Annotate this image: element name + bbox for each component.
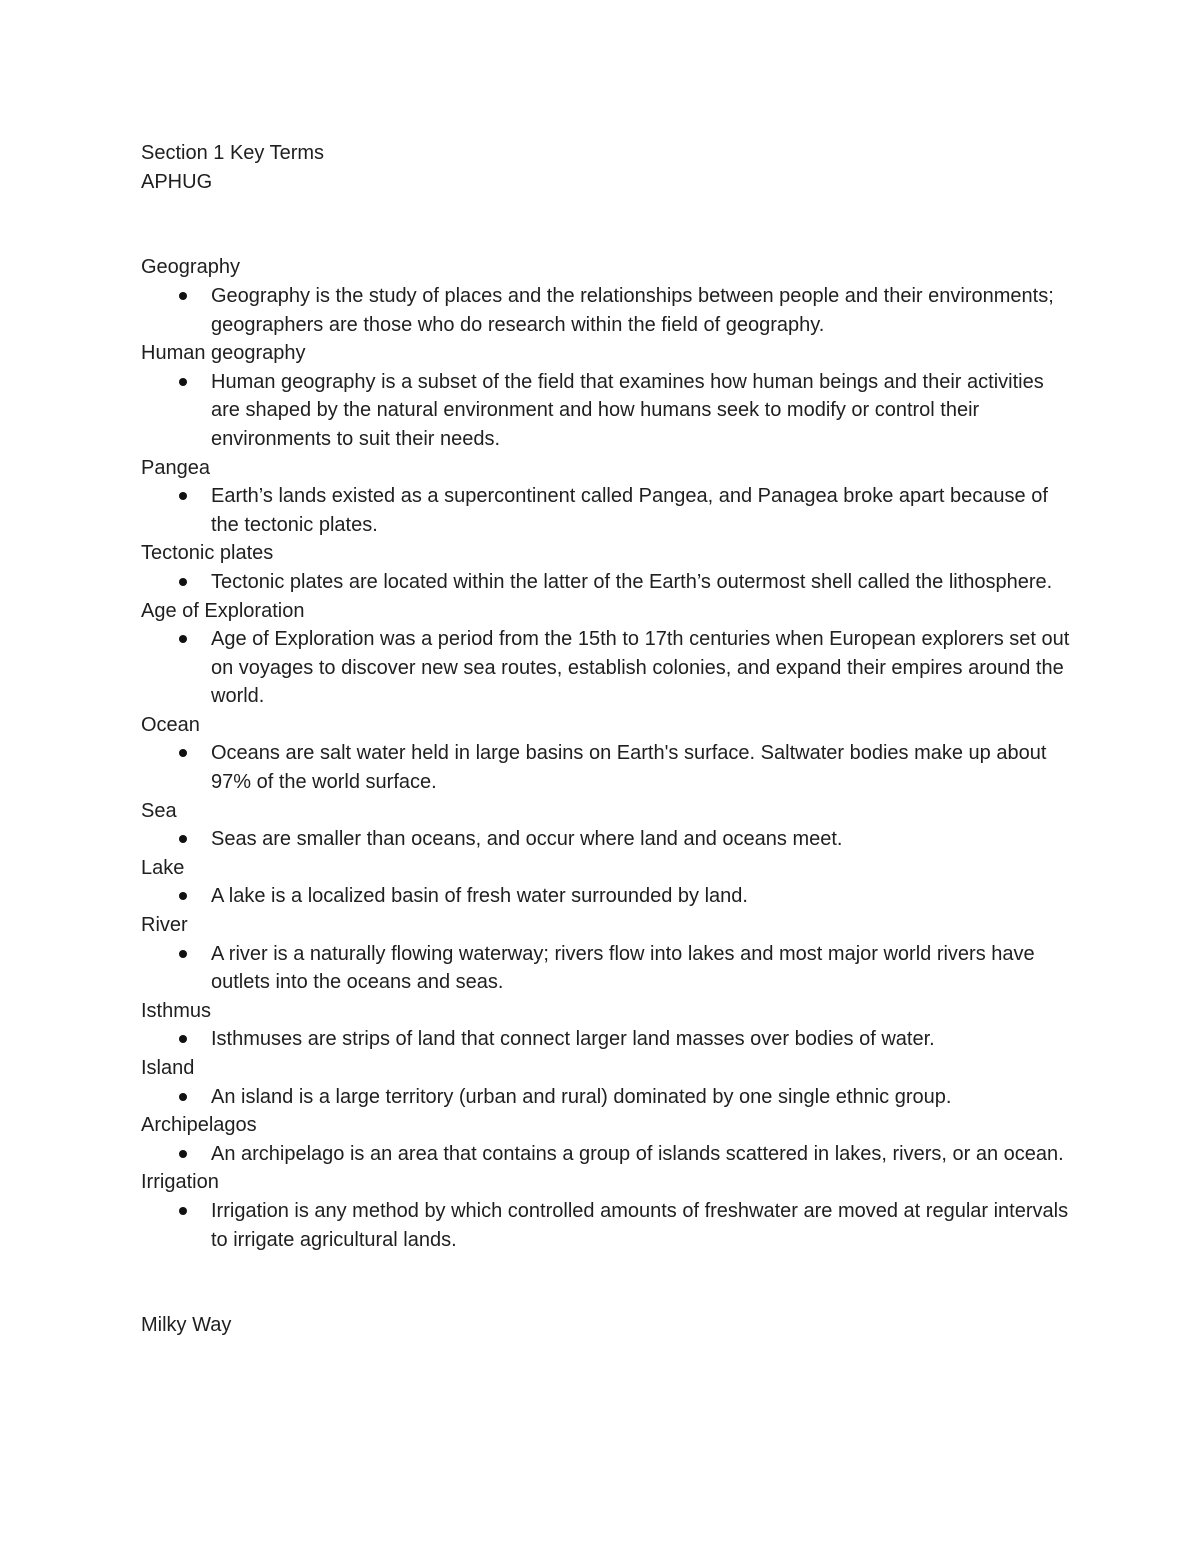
definition-text: Irrigation is any method by which controlled amounts of freshwater are moved at regular intervals to irrigate agricultural lands. xyxy=(211,1199,1069,1251)
bullet-icon xyxy=(179,1093,187,1101)
definition-text: Earth’s lands existed as a supercontinent called Pangea, and Panagea broke apart because of the tectonic plates. xyxy=(211,485,1048,536)
bullet-icon xyxy=(179,835,187,843)
bullet-icon xyxy=(179,378,187,386)
term-heading: Isthmus xyxy=(141,999,212,1022)
definition-item xyxy=(141,825,1071,854)
definition-item xyxy=(141,1025,1071,1054)
term-heading: Lake xyxy=(141,856,185,879)
definition-text: Isthmuses are strips of land that connect larger land masses over bodies of water. xyxy=(211,1028,935,1051)
bullet-icon xyxy=(179,1035,187,1043)
definition-text: Tectonic plates are located within the latter of the Earth’s outermost shell called the lithosphere. xyxy=(211,570,1053,593)
definition-list xyxy=(141,1025,1071,1054)
definition-list xyxy=(141,739,1071,796)
document-title: Section 1 Key Terms xyxy=(141,142,325,164)
term-section xyxy=(141,539,1071,596)
definition-list xyxy=(141,368,1071,454)
bullet-icon xyxy=(179,950,187,958)
term-heading: Human geography xyxy=(141,342,306,365)
definition-list xyxy=(141,882,1071,911)
definition-list xyxy=(141,1083,1071,1112)
key-terms-list xyxy=(141,253,1071,1254)
definition-text: A lake is a localized basin of fresh water surrounded by land. xyxy=(211,885,748,908)
definition-text: Geography is the study of places and the relationships between people and their environments; geographers are those who do research within the field of geography. xyxy=(211,284,1054,336)
definition-item xyxy=(141,1140,1071,1169)
term-section xyxy=(141,997,1071,1054)
term-heading: Age of Exploration xyxy=(141,599,305,622)
definition-list xyxy=(141,568,1071,597)
term-section xyxy=(141,911,1071,997)
bullet-icon xyxy=(179,892,187,900)
definition-list xyxy=(141,282,1071,339)
definition-list xyxy=(141,825,1071,854)
blank-lines xyxy=(141,196,1071,253)
bullet-icon xyxy=(179,492,187,500)
term-section xyxy=(141,597,1071,711)
term-heading: Sea xyxy=(141,799,177,822)
blank-lines xyxy=(141,1254,1071,1311)
definition-item xyxy=(141,940,1071,997)
definition-item xyxy=(141,1197,1071,1254)
definition-text: Human geography is a subset of the field that examines how human beings and their activities are shaped by the natural environment and how humans seek to modify or control their environments to suit their needs. xyxy=(211,370,1044,450)
definition-text: A river is a naturally flowing waterway; rivers flow into lakes and most major world rivers have outlets into the oceans and seas. xyxy=(211,942,1035,994)
term-section xyxy=(141,1054,1071,1111)
term-heading: Tectonic plates xyxy=(141,542,274,565)
bullet-icon xyxy=(179,292,187,300)
term-section xyxy=(141,854,1071,911)
trailing-term-heading: Milky Way xyxy=(141,1314,232,1337)
term-heading: Irrigation xyxy=(141,1171,219,1194)
definition-list xyxy=(141,482,1071,539)
document-page xyxy=(141,139,1071,1340)
term-heading: Archipelagos xyxy=(141,1114,257,1137)
bullet-icon xyxy=(179,1150,187,1158)
term-heading: Island xyxy=(141,1057,195,1079)
bullet-icon xyxy=(179,1207,187,1215)
definition-text: Seas are smaller than oceans, and occur where land and oceans meet. xyxy=(211,828,843,851)
definition-item xyxy=(141,482,1071,539)
definition-item xyxy=(141,568,1071,597)
definition-text: Age of Exploration was a period from the 15th to 17th centuries when European explorers set out on voyages to discover new sea routes, establish colonies, and expand their empires around the world. xyxy=(211,628,1070,708)
term-section xyxy=(141,797,1071,854)
definition-list xyxy=(141,1197,1071,1254)
bullet-icon xyxy=(179,749,187,757)
definition-text: Oceans are salt water held in large basins on Earth's surface. Saltwater bodies make up about 97% of the world surface. xyxy=(211,742,1047,794)
definition-text: An archipelago is an area that contains a group of islands scattered in lakes, rivers, or an ocean. xyxy=(211,1142,1064,1165)
term-heading: River xyxy=(141,914,188,937)
definition-list xyxy=(141,625,1071,711)
term-section xyxy=(141,454,1071,540)
definition-text: An island is a large territory (urban and rural) dominated by one single ethnic group. xyxy=(211,1085,952,1108)
definition-item xyxy=(141,1083,1071,1112)
term-heading: Ocean xyxy=(141,713,200,736)
term-heading: Pangea xyxy=(141,456,210,479)
term-section xyxy=(141,253,1071,339)
term-section xyxy=(141,711,1071,797)
definition-item xyxy=(141,368,1071,454)
definition-list xyxy=(141,1140,1071,1169)
term-heading: Geography xyxy=(141,256,240,279)
bullet-icon xyxy=(179,578,187,586)
definition-item xyxy=(141,882,1071,911)
definition-list xyxy=(141,940,1071,997)
bullet-icon xyxy=(179,635,187,643)
term-section xyxy=(141,1111,1071,1168)
definition-item xyxy=(141,625,1071,711)
definition-item xyxy=(141,739,1071,796)
definition-item xyxy=(141,282,1071,339)
term-section xyxy=(141,1168,1071,1254)
course-name: APHUG xyxy=(141,170,213,193)
term-section xyxy=(141,339,1071,453)
